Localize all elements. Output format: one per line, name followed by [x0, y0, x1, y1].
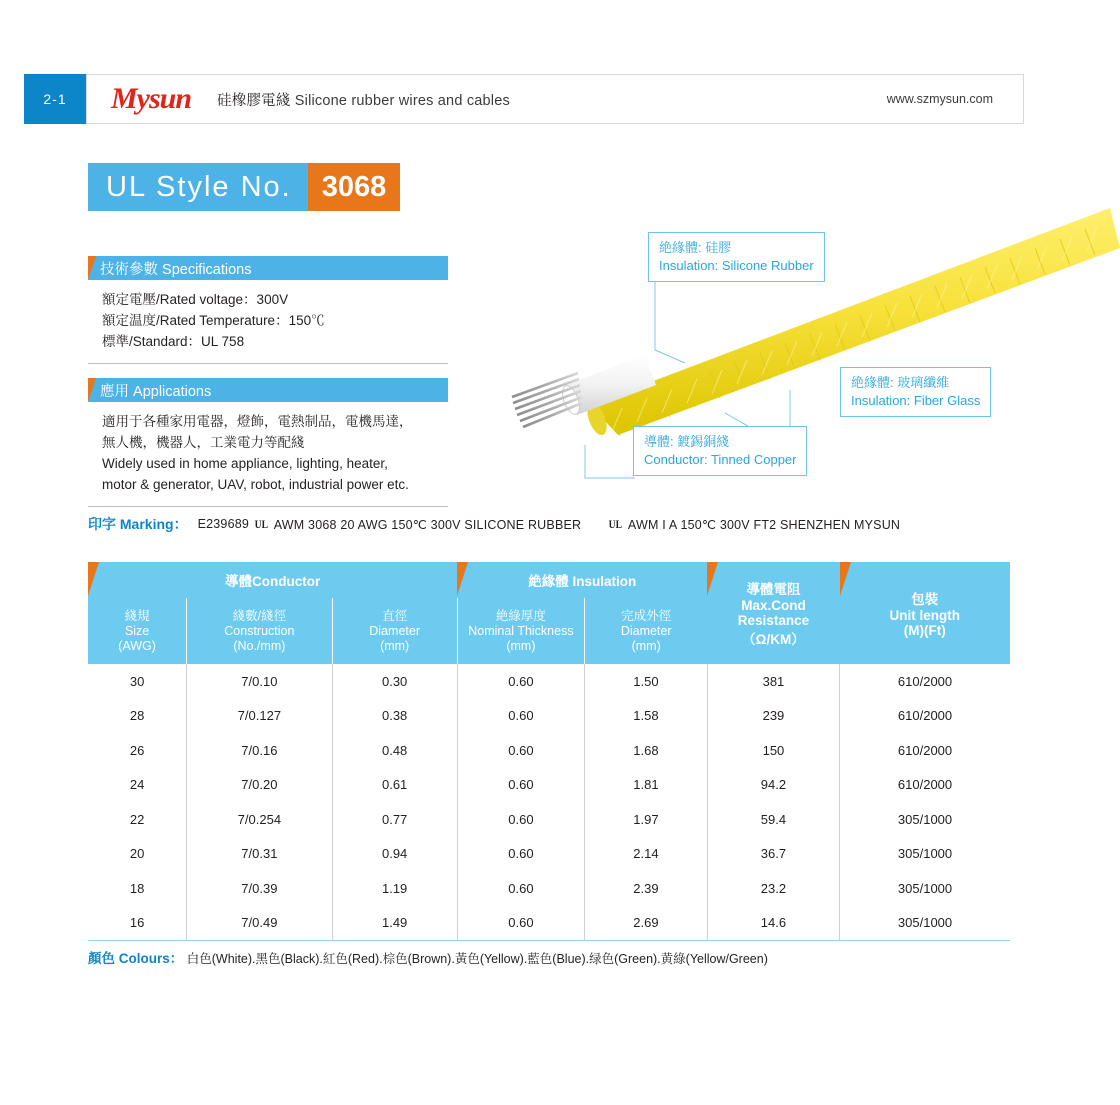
- cell-size: 26: [88, 733, 187, 768]
- cell-resistance: 94.2: [707, 768, 839, 803]
- header-bar: [86, 74, 1024, 124]
- resistance-unit: （Ω/KM）: [742, 632, 805, 647]
- cell-resistance: 23.2: [707, 871, 839, 906]
- group-header-insulation: 絶緣體 Insulation: [457, 562, 707, 598]
- applications-section: [88, 378, 448, 507]
- cell-thickness: 0.60: [457, 906, 584, 941]
- table-row: [88, 768, 1010, 803]
- resistance-cn: 導體電阻: [746, 582, 801, 597]
- ul-style-banner: [88, 163, 400, 211]
- cell-overall-diameter: 1.50: [585, 664, 708, 699]
- marking-row: [88, 514, 1018, 534]
- col-unit: (No./mm): [233, 638, 286, 653]
- col-en: Nominal Thickness: [468, 623, 574, 638]
- callout-line-en: Insulation: Silicone Rubber: [659, 258, 814, 273]
- table-body: [88, 664, 1010, 941]
- col-unit: (AWG): [118, 638, 156, 653]
- applications-heading: 應用 Applications: [88, 378, 448, 402]
- group-header-package: [840, 562, 1010, 664]
- cell-unit-length: 610/2000: [840, 699, 1010, 734]
- col-cn: 完成外徑: [621, 608, 672, 623]
- application-line: motor & generator, UAV, robot, industrial power etc.: [102, 477, 409, 492]
- cell-resistance: 14.6: [707, 906, 839, 941]
- ul-logo-icon: UL: [254, 516, 269, 531]
- resistance-en1: Max.Cond: [741, 598, 806, 613]
- cell-resistance: 239: [707, 699, 839, 734]
- page-header: [24, 74, 1024, 124]
- cell-size: 30: [88, 664, 187, 699]
- column-header-construction: [187, 598, 332, 664]
- table-row: [88, 699, 1010, 734]
- cell-overall-diameter: 1.97: [585, 802, 708, 837]
- package-unit: (M)(Ft): [903, 623, 946, 638]
- cell-construction: 7/0.10: [187, 664, 332, 699]
- cell-diameter: 0.30: [332, 664, 457, 699]
- colours-label: 顏色 Colours：: [88, 951, 184, 966]
- spec-line: 額定温度/Rated Temperature：150℃: [102, 313, 325, 328]
- cell-resistance: 150: [707, 733, 839, 768]
- column-header-overall-diameter: [585, 598, 708, 664]
- marking-text-1: AWM 3068 20 AWG 150℃ 300V SILICONE RUBBER: [273, 517, 582, 532]
- cell-construction: 7/0.49: [187, 906, 332, 941]
- header-title-en: Silicone rubber wires and cables: [294, 92, 510, 109]
- callout-line-en: Insulation: Fiber Glass: [851, 393, 981, 408]
- cell-thickness: 0.60: [457, 768, 584, 803]
- marking-code: E239689: [197, 517, 250, 531]
- cell-unit-length: 610/2000: [840, 664, 1010, 699]
- group-header-resistance: [707, 562, 839, 664]
- cell-size: 24: [88, 768, 187, 803]
- cell-overall-diameter: 1.58: [585, 699, 708, 734]
- page-number-tag: 2-1: [24, 74, 86, 124]
- marking-text-2: AWM I A 150℃ 300V FT2 SHENZHEN MYSUN: [627, 517, 901, 532]
- cable-illustration: [470, 200, 1120, 500]
- cell-overall-diameter: 2.39: [585, 871, 708, 906]
- cell-diameter: 0.48: [332, 733, 457, 768]
- colours-row: [88, 947, 768, 967]
- cell-overall-diameter: 1.81: [585, 768, 708, 803]
- applications-body: [88, 402, 448, 502]
- cell-construction: 7/0.20: [187, 768, 332, 803]
- specifications-body: [88, 280, 448, 359]
- callout-line-cn: 絶緣體: 硅膠: [659, 240, 732, 255]
- col-cn: 綫規: [124, 608, 150, 623]
- cell-thickness: 0.60: [457, 871, 584, 906]
- table-row: [88, 733, 1010, 768]
- section-divider: [88, 363, 448, 364]
- cell-unit-length: 610/2000: [840, 768, 1010, 803]
- specifications-heading: 技術參數 Specifications: [88, 256, 448, 280]
- callout-line-cn: 絶緣體: 玻璃纖維: [851, 375, 950, 390]
- specifications-table: [88, 562, 1010, 941]
- col-en: Diameter: [369, 623, 420, 638]
- cell-unit-length: 305/1000: [840, 906, 1010, 941]
- cell-thickness: 0.60: [457, 837, 584, 872]
- cell-construction: 7/0.127: [187, 699, 332, 734]
- cell-unit-length: 305/1000: [840, 871, 1010, 906]
- cell-thickness: 0.60: [457, 733, 584, 768]
- col-cn: 直徑: [382, 608, 408, 623]
- ul-style-label: UL Style No.: [88, 163, 308, 211]
- spec-line: 額定電壓/Rated voltage：300V: [102, 292, 289, 307]
- column-header-nominal-thickness: [457, 598, 584, 664]
- callout-line-en: Conductor: Tinned Copper: [644, 452, 797, 467]
- col-en: Size: [124, 623, 150, 638]
- copper-strands: [512, 373, 582, 427]
- cell-construction: 7/0.31: [187, 837, 332, 872]
- column-header-diameter: [332, 598, 457, 664]
- table-row: [88, 837, 1010, 872]
- cell-diameter: 0.77: [332, 802, 457, 837]
- cell-overall-diameter: 1.68: [585, 733, 708, 768]
- cell-thickness: 0.60: [457, 699, 584, 734]
- group-header-conductor: 導體Conductor: [88, 562, 457, 598]
- cell-resistance: 59.4: [707, 802, 839, 837]
- col-en: Diameter: [620, 623, 672, 638]
- cell-size: 18: [88, 871, 187, 906]
- application-line: Widely used in home appliance, lighting, heater,: [102, 456, 388, 471]
- cell-size: 28: [88, 699, 187, 734]
- cell-construction: 7/0.39: [187, 871, 332, 906]
- cell-thickness: 0.60: [457, 802, 584, 837]
- col-cn: 綫數/綫徑: [232, 608, 287, 623]
- company-website: www.szmysun.com: [886, 92, 993, 106]
- cell-unit-length: 305/1000: [840, 837, 1010, 872]
- application-line: 無人機，機器人，工業電力等配綫: [102, 435, 305, 450]
- colours-list: 白色(White).黑色(Black).紅色(Red).棕色(Brown).黃色(Yellow).藍色(Blue).绿色(Green).黄綠(Yellow/Green): [186, 952, 768, 966]
- specifications-section: [88, 256, 448, 364]
- table-head: [88, 562, 1010, 664]
- callout-insulation-fiber: [840, 367, 991, 417]
- cell-size: 20: [88, 837, 187, 872]
- cell-diameter: 0.61: [332, 768, 457, 803]
- cell-diameter: 1.19: [332, 871, 457, 906]
- table-row: [88, 871, 1010, 906]
- cell-construction: 7/0.16: [187, 733, 332, 768]
- package-en: Unit length: [889, 608, 961, 623]
- cell-resistance: 36.7: [707, 837, 839, 872]
- header-title-cn: 硅橡膠電綫: [217, 92, 291, 109]
- spec-line: 標準/Standard：UL 758: [102, 334, 245, 349]
- cell-diameter: 0.94: [332, 837, 457, 872]
- col-unit: (mm): [380, 638, 410, 653]
- column-header-size: [88, 598, 187, 664]
- callout-insulation-silicone: [648, 232, 825, 282]
- company-logo: Mysun: [111, 82, 192, 115]
- ul-logo-icon: UL: [608, 516, 623, 531]
- col-cn: 絶綠厚度: [495, 608, 546, 623]
- cell-overall-diameter: 2.69: [585, 906, 708, 941]
- package-cn: 包裝: [911, 592, 939, 607]
- cell-overall-diameter: 2.14: [585, 837, 708, 872]
- cell-size: 16: [88, 906, 187, 941]
- col-unit: (mm): [506, 638, 536, 653]
- table-row: [88, 802, 1010, 837]
- application-line: 適用于各種家用電器，燈飾，電熱制品，電機馬達，: [102, 414, 413, 429]
- cell-diameter: 0.38: [332, 699, 457, 734]
- cell-unit-length: 305/1000: [840, 802, 1010, 837]
- cell-unit-length: 610/2000: [840, 733, 1010, 768]
- ul-style-number: 3068: [308, 163, 401, 211]
- resistance-en2: Resistance: [737, 613, 810, 628]
- callout-conductor: [633, 426, 807, 476]
- cell-construction: 7/0.254: [187, 802, 332, 837]
- section-divider: [88, 506, 448, 507]
- cell-resistance: 381: [707, 664, 839, 699]
- cell-size: 22: [88, 802, 187, 837]
- header-title: [217, 89, 510, 110]
- table-group-header-row: [88, 562, 1010, 598]
- col-unit: (mm): [631, 638, 661, 653]
- col-en: Construction: [224, 623, 295, 638]
- table-row: [88, 906, 1010, 941]
- cell-diameter: 1.49: [332, 906, 457, 941]
- cell-thickness: 0.60: [457, 664, 584, 699]
- table-row: [88, 664, 1010, 699]
- marking-label: 印字 Marking：: [88, 516, 188, 532]
- callout-line-cn: 導體: 鍍錫銅綫: [644, 434, 730, 449]
